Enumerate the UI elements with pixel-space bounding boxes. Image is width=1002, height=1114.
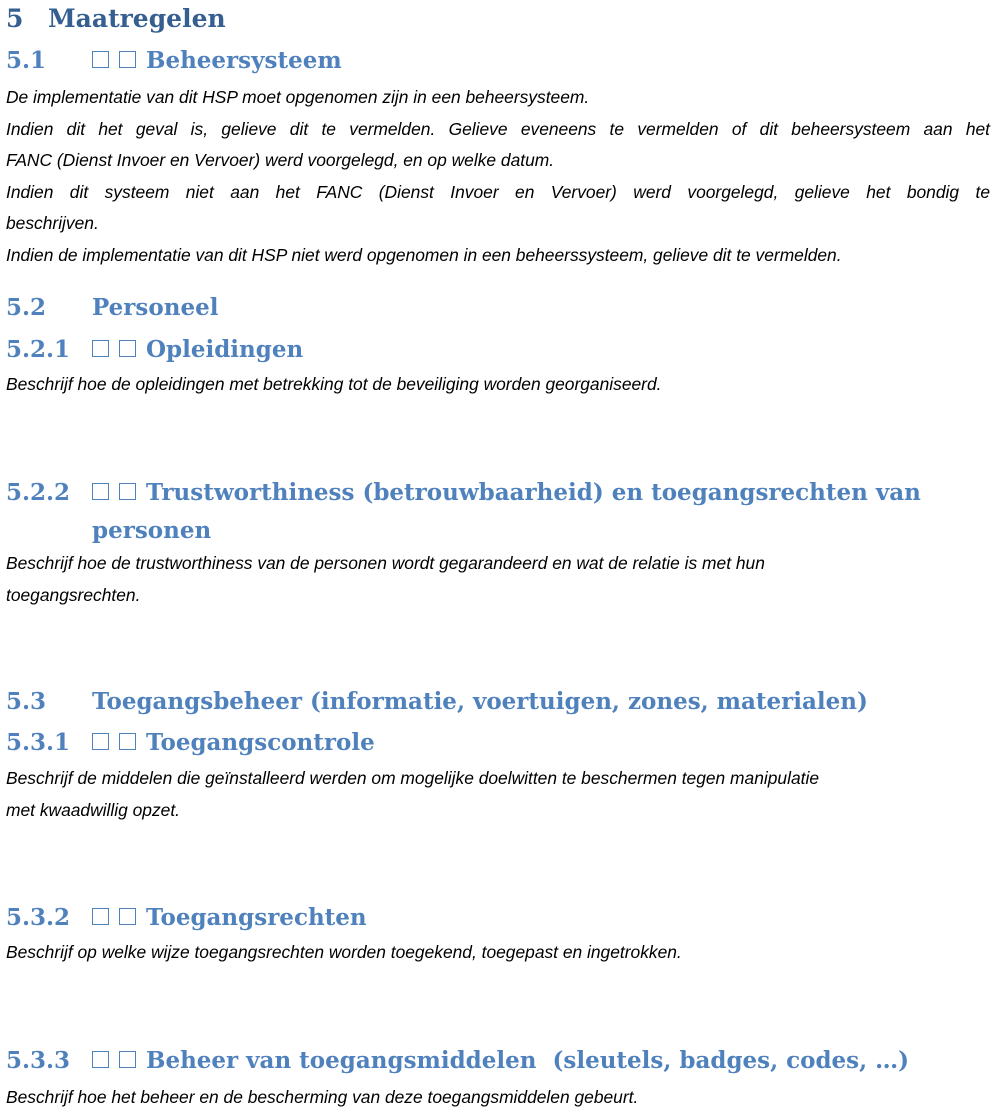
paragraph-5-1 — [6, 82, 990, 271]
heading-number: 5.3.3 — [6, 1047, 71, 1074]
heading-title-line-1: Trustworthiness (betrouwbaarheid) en toegangsrechten van — [146, 479, 921, 506]
checkbox-2[interactable] — [119, 483, 136, 500]
checkbox-1[interactable] — [92, 51, 109, 68]
paragraph-5-3-3 — [6, 1082, 990, 1114]
text-line: Beschrijf hoe de opleidingen met betrekking tot de beveiliging worden georganiseerd. — [6, 374, 662, 394]
text-line: Beschrijf op welke wijze toegangsrechten worden toegekend, toegepast en ingetrokken. — [6, 942, 682, 962]
text-line: Beschrijf hoe het beheer en de bescherming van deze toegangsmiddelen gebeurt. — [6, 1087, 639, 1107]
heading-number: 5.3.1 — [6, 729, 71, 756]
checkbox-1[interactable] — [92, 1051, 109, 1068]
heading-number: 5.3 — [6, 688, 47, 715]
paragraph-5-3-2 — [6, 937, 990, 969]
heading-number: 5.3.2 — [6, 904, 71, 931]
heading-title-line-2: personen — [92, 517, 212, 544]
heading-number: 5 — [6, 4, 24, 33]
checkbox-1[interactable] — [92, 483, 109, 500]
text-line: Indien dit systeem niet aan het FANC (Dienst Invoer en Vervoer) werd voorgelegd, gelieve het bondig te — [6, 181, 990, 202]
heading-title: Maatregelen — [48, 4, 226, 33]
checkbox-1[interactable] — [92, 908, 109, 925]
heading-number: 5.2 — [6, 294, 47, 321]
heading-title: Beheersysteem — [146, 47, 342, 74]
paragraph-5-3-1 — [6, 763, 990, 826]
text-line: Beschrijf hoe de trustworthiness van de personen wordt gegarandeerd en wat de relatie is met hun — [6, 553, 765, 573]
text-line: Beschrijf de middelen die geïnstalleerd werden om mogelijke doelwitten te beschermen tegen manipulatie — [6, 768, 819, 788]
text-line: met kwaadwillig opzet. — [6, 799, 180, 820]
heading-title: Toegangsrechten — [146, 904, 367, 931]
text-line: beschrijven. — [6, 213, 99, 233]
heading-number: 5.1 — [6, 47, 47, 74]
heading-title: Personeel — [92, 294, 219, 321]
heading-title: Toegangscontrole — [146, 729, 375, 756]
checkbox-2[interactable] — [119, 908, 136, 925]
heading-number: 5.2.1 — [6, 336, 71, 363]
text-line: Indien dit het geval is, gelieve dit te vermelden. Gelieve eveneens te vermelden of dit beheersysteem aan het — [6, 118, 990, 139]
checkbox-2[interactable] — [119, 733, 136, 750]
checkbox-2[interactable] — [119, 51, 136, 68]
text-line: toegangsrechten. — [6, 584, 141, 605]
heading-title: Beheer van toegangsmiddelen (sleutels, badges, codes, …) — [146, 1047, 910, 1074]
text-line: De implementatie van dit HSP moet opgenomen zijn in een beheersysteem. — [6, 87, 590, 107]
checkbox-2[interactable] — [119, 340, 136, 357]
text-line: Indien de implementatie van dit HSP niet werd opgenomen in een beheerssysteem, gelieve dit te vermelden. — [6, 244, 842, 265]
heading-title: Toegangsbeheer (informatie, voertuigen, zones, materialen) — [92, 688, 868, 715]
checkbox-1[interactable] — [92, 733, 109, 750]
paragraph-5-2-1 — [6, 369, 990, 401]
heading-title: Opleidingen — [146, 336, 304, 363]
text-line: FANC (Dienst Invoer en Vervoer) werd voorgelegd, en op welke datum. — [6, 150, 555, 170]
heading-number: 5.2.2 — [6, 479, 71, 506]
checkbox-1[interactable] — [92, 340, 109, 357]
paragraph-5-2-2 — [6, 548, 990, 611]
checkbox-2[interactable] — [119, 1051, 136, 1068]
